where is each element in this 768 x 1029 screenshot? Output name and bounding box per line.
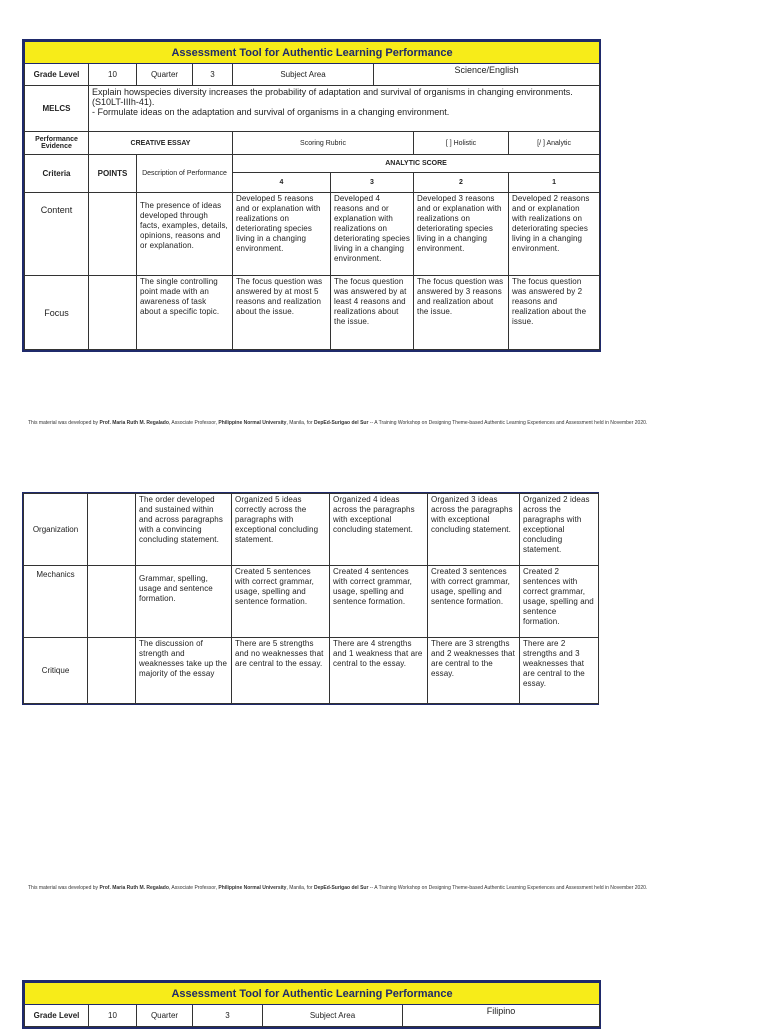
points-focus	[89, 276, 137, 350]
points-content	[89, 193, 137, 276]
grade-level-value: 10	[89, 64, 137, 86]
criteria-critique: Critique	[24, 638, 88, 704]
score-4-focus: The focus question was answered by at most 5 reasons and realization about the issue.	[233, 276, 331, 350]
score-2-critique: There are 3 strengths and 2 weaknesses that are central to the essay.	[428, 638, 520, 704]
score-2-organization: Organized 3 ideas across the paragraphs with exceptional concluding statement.	[428, 494, 520, 566]
description-critique: The discussion of strength and weaknesses take up the majority of the essay	[136, 638, 232, 704]
scoring-rubric-label: Scoring Rubric	[233, 132, 414, 155]
score-4-organization: Organized 5 ideas correctly across the paragraphs with exceptional concluding statement.	[232, 494, 330, 566]
score-3-focus: The focus question was answered by at least 4 reasons and realizations about the issue.	[331, 276, 414, 350]
description-organization: The order developed and sustained within and across paragraphs with a convincing concluding statement.	[136, 494, 232, 566]
melcs-line-1: Explain howspecies diversity increases the probability of adaptation and survival of organisms in changing environments.	[92, 87, 573, 97]
performance-evidence-label: Performance Evidence	[25, 132, 89, 155]
holistic-checkbox: [ ] Holistic	[414, 132, 509, 155]
footer-suffix: -- A Training Workshop on Designing Theme-based Authentic Learning Experiences and Assessment held in November 2020.	[368, 420, 648, 426]
score-2-mechanics: Created 3 sentences with correct grammar, usage, spelling and sentence formation.	[428, 566, 520, 638]
footer-org: DepEd-Surigao del Sur	[313, 420, 369, 426]
analytic-checkbox: [/ ] Analytic	[509, 132, 600, 155]
score-3-header: 3	[331, 173, 414, 193]
quarter-label-3: Quarter	[137, 1005, 193, 1027]
footer-university: Philippine Normal University	[218, 420, 287, 426]
score-2-focus: The focus question was answered by 3 reasons and realization about the issue.	[414, 276, 509, 350]
melcs-line-3: - Formulate ideas on the adaptation and survival of organisms in a changing environment.	[92, 107, 450, 117]
melcs-line-2: (S10LT-IIIh-41).	[92, 97, 155, 107]
footer-mid2: , Manila, for	[286, 885, 314, 891]
subject-area-value-3: Filipino	[403, 1005, 600, 1027]
footer-mid1: , Associate Professor,	[168, 420, 219, 426]
score-4-mechanics: Created 5 sentences with correct grammar, usage, spelling and sentence formation.	[232, 566, 330, 638]
grade-level-label-3: Grade Level	[25, 1005, 89, 1027]
score-3-mechanics: Created 4 sentences with correct grammar, usage, spelling and sentence formation.	[330, 566, 428, 638]
assessment-table-2	[22, 492, 599, 705]
criteria-focus: Focus	[25, 276, 89, 350]
criteria-organization: Organization	[24, 494, 88, 566]
footer-university: Philippine Normal University	[218, 885, 287, 891]
footer-author: Prof. Maria Ruth M. Regalado	[99, 420, 169, 426]
criteria-content: Content	[25, 193, 89, 276]
score-3-content: Developed 4 reasons and or explanation with realizations on deteriorating species living in a changing environment.	[331, 193, 414, 276]
grade-level-label: Grade Level	[25, 64, 89, 86]
quarter-value-3: 3	[193, 1005, 263, 1027]
description-content: The presence of ideas developed through facts, examples, details, opinions, reasons and or explanation.	[137, 193, 233, 276]
subject-area-label-3: Subject Area	[263, 1005, 403, 1027]
score-4-content: Developed 5 reasons and or explanation with realizations on deteriorating species living in a changing environment.	[233, 193, 331, 276]
score-1-mechanics: Created 2 sentences with correct grammar, usage, spelling and sentence formation.	[520, 566, 599, 638]
subject-area-label: Subject Area	[233, 64, 374, 86]
footer-prefix: This material was developed by	[28, 885, 100, 891]
assessment-table-3	[22, 980, 601, 1029]
table-title-3: Assessment Tool for Authentic Learning Performance	[25, 983, 600, 1005]
score-2-content: Developed 3 reasons and or explanation with realizations on deteriorating species living in a changing environment.	[414, 193, 509, 276]
table-title: Assessment Tool for Authentic Learning Performance	[25, 42, 600, 64]
melcs-content	[89, 86, 600, 132]
grade-level-value-3: 10	[89, 1005, 137, 1027]
quarter-label: Quarter	[137, 64, 193, 86]
score-4-header: 4	[233, 173, 331, 193]
footer-mid2: , Manila, for	[286, 420, 314, 426]
assessment-table-1	[22, 39, 601, 352]
footer-org: DepEd-Surigao del Sur	[313, 885, 369, 891]
footer-note-1	[28, 420, 738, 427]
melcs-label: MELCS	[25, 86, 89, 132]
criteria-mechanics: Mechanics	[24, 566, 88, 638]
score-3-critique: There are 4 strengths and 1 weakness that are central to the essay.	[330, 638, 428, 704]
analytic-score-header: ANALYTIC SCORE	[233, 155, 600, 173]
points-organization	[88, 494, 136, 566]
quarter-value: 3	[193, 64, 233, 86]
performance-evidence-value: CREATIVE ESSAY	[89, 132, 233, 155]
footer-suffix: -- A Training Workshop on Designing Theme-based Authentic Learning Experiences and Assessment held in November 2020.	[368, 885, 648, 891]
subject-area-value: Science/English	[374, 64, 600, 86]
footer-author: Prof. Maria Ruth M. Regalado	[99, 885, 169, 891]
description-mechanics: Grammar, spelling, usage and sentence formation.	[136, 566, 232, 638]
score-1-critique: There are 2 strengths and 3 weaknesses that are central to the essay.	[520, 638, 599, 704]
score-4-critique: There are 5 strengths and no weaknesses that are central to the essay.	[232, 638, 330, 704]
description-focus: The single controlling point made with an awareness of task about a specific topic.	[137, 276, 233, 350]
score-1-focus: The focus question was answered by 2 reasons and realization about the issue.	[509, 276, 600, 350]
score-1-header: 1	[509, 173, 600, 193]
score-1-organization: Organized 2 ideas across the paragraphs with exceptional concluding statement.	[520, 494, 599, 566]
footer-note-2	[28, 885, 738, 892]
points-header: POINTS	[89, 155, 137, 193]
score-1-content: Developed 2 reasons and or explanation with realizations on deteriorating species living in a changing environment.	[509, 193, 600, 276]
description-header: Description of Performance	[137, 155, 233, 193]
score-3-organization: Organized 4 ideas across the paragraphs with exceptional concluding statement.	[330, 494, 428, 566]
criteria-header: Criteria	[25, 155, 89, 193]
score-2-header: 2	[414, 173, 509, 193]
points-mechanics	[88, 566, 136, 638]
footer-mid1: , Associate Professor,	[168, 885, 219, 891]
footer-prefix: This material was developed by	[28, 420, 100, 426]
points-critique	[88, 638, 136, 704]
